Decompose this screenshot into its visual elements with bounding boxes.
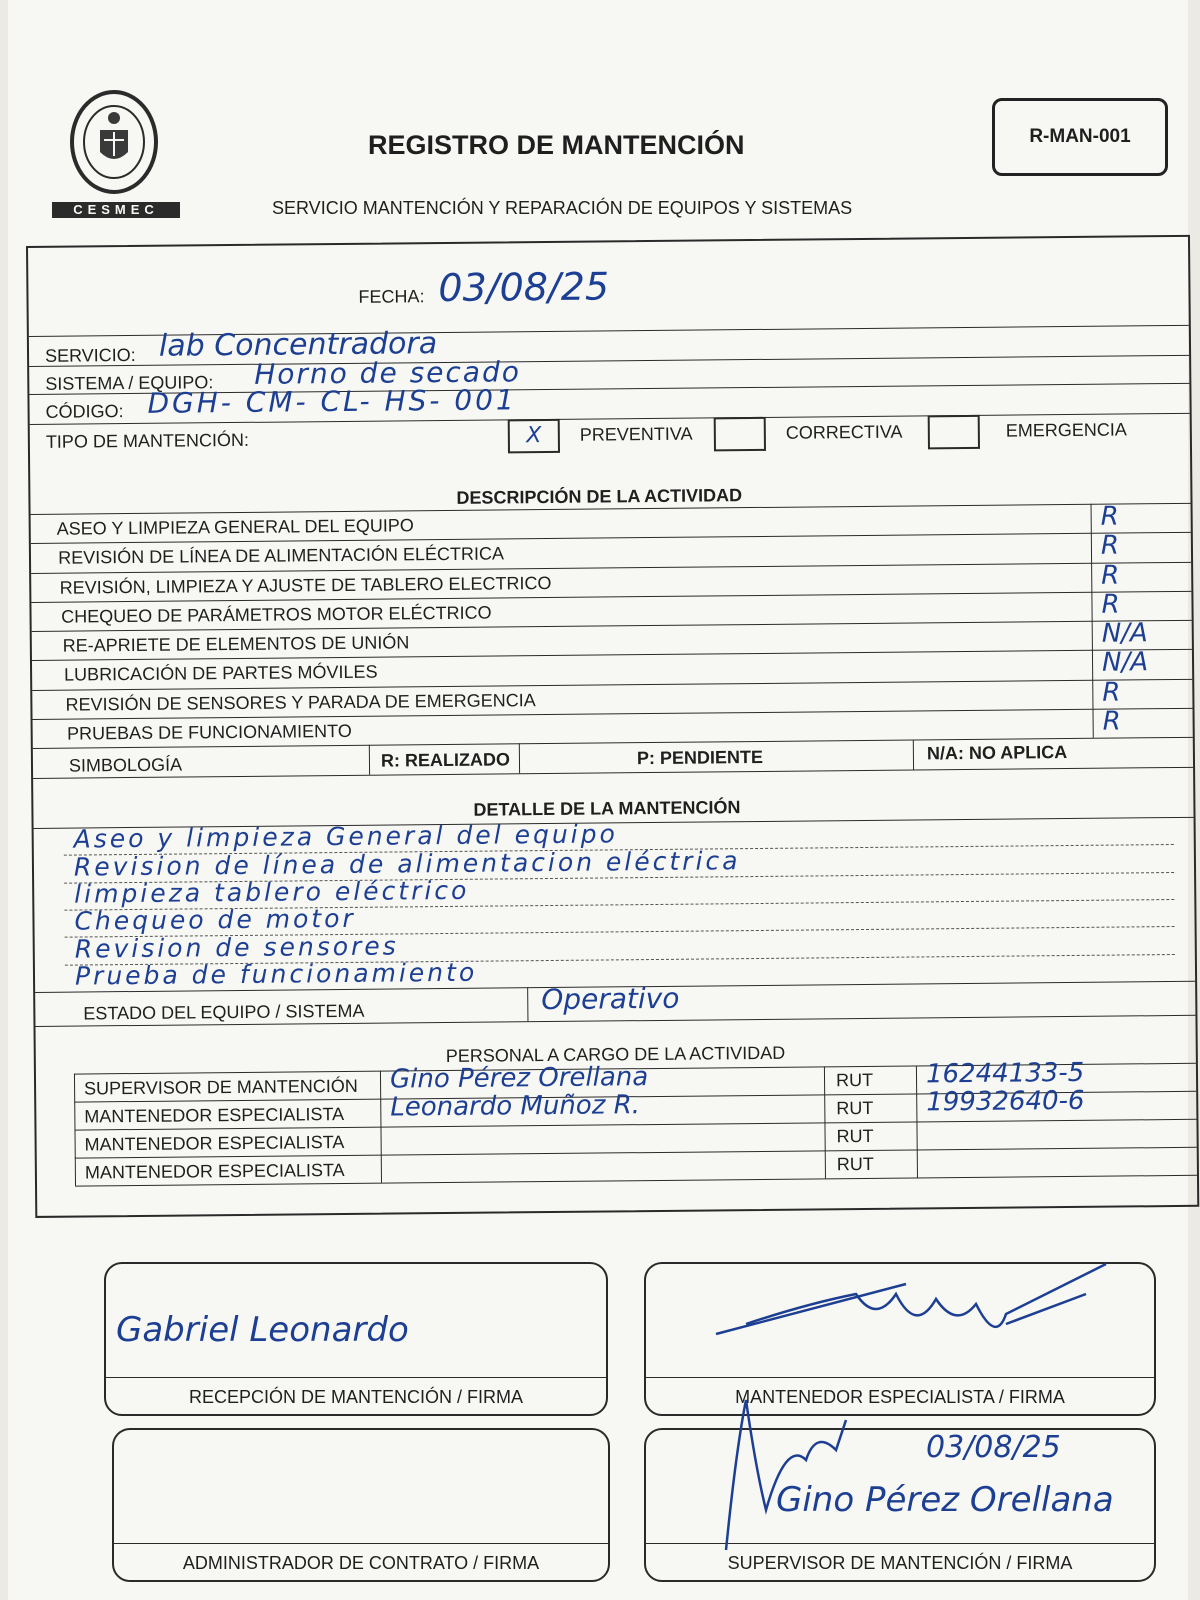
fecha-value[interactable]: 03/08/25	[438, 264, 610, 311]
sistema-label: SISTEMA / EQUIPO:	[45, 372, 214, 394]
emergencia-label: EMERGENCIA	[1005, 419, 1127, 441]
simbologia-label: SIMBOLOGÍA	[68, 754, 183, 776]
activity-status[interactable]: N/A	[1101, 647, 1149, 678]
estado-label: ESTADO DEL EQUIPO / SISTEMA	[83, 1000, 365, 1024]
activity-status[interactable]: R	[1102, 677, 1121, 708]
supervisor-caption: SUPERVISOR DE MANTENCIÓN / FIRMA	[727, 1553, 1073, 1573]
personnel-name[interactable]: Gino Pérez Orellana	[389, 1062, 649, 1095]
activity-status[interactable]: R	[1101, 560, 1120, 591]
activity-label: PRUEBAS DE FUNCIONAMIENTO	[66, 720, 352, 744]
activity-label: REVISIÓN DE SENSORES Y PARADA DE EMERGENCIA	[65, 689, 536, 715]
simbologia-pendiente: P: PENDIENTE	[636, 746, 764, 769]
fecha-label: FECHA:	[358, 286, 425, 307]
activity-label: RE-APRIETE DE ELEMENTOS DE UNIÓN	[62, 632, 410, 656]
actividad-heading: DESCRIPCIÓN DE LA ACTIVIDAD	[456, 485, 743, 508]
supervisor-signature	[706, 1390, 866, 1560]
activity-label: LUBRICACIÓN DE PARTES MÓVILES	[64, 661, 378, 685]
personal-heading: PERSONAL A CARGO DE LA ACTIVIDAD	[445, 1042, 786, 1067]
rut-label: RUT	[835, 1069, 874, 1091]
personnel-role: MANTENEDOR ESPECIALISTA	[84, 1131, 345, 1155]
cesmec-wordmark: CESMEC	[52, 202, 180, 218]
detail-line[interactable]: Prueba de funcionamiento	[74, 957, 478, 991]
tipo-label: TIPO DE MANTENCIÓN:	[45, 429, 249, 452]
servicio-label: SERVICIO:	[44, 344, 136, 366]
rut-value[interactable]: 19932640-6	[926, 1085, 1085, 1118]
correctiva-checkbox[interactable]	[714, 417, 766, 451]
mantenedor-signature	[706, 1254, 1126, 1374]
detail-line[interactable]: Revision de línea de alimentacion eléctrica	[73, 845, 741, 882]
sistema-value[interactable]: Horno de secado	[254, 355, 522, 391]
form-sheet	[8, 0, 1188, 1600]
activity-label: REVISIÓN DE LÍNEA DE ALIMENTACIÓN ELÉCTRICA	[58, 543, 505, 568]
administrador-caption: ADMINISTRADOR DE CONTRATO / FIRMA	[182, 1553, 540, 1573]
maintenance-form	[26, 235, 1199, 1218]
servicio-value[interactable]: lab Concentradora	[158, 326, 438, 364]
recepcion-signature: Gabriel Leonardo	[116, 1310, 409, 1350]
bureau-veritas-logo	[48, 90, 188, 220]
activity-status[interactable]: R	[1100, 530, 1120, 561]
preventiva-checkbox[interactable]: X	[508, 419, 560, 453]
preventiva-label: PREVENTIVA	[579, 423, 693, 445]
simbologia-realizado: R: REALIZADO	[380, 749, 511, 771]
correctiva-label: CORRECTIVA	[785, 421, 903, 443]
estado-value[interactable]: Operativo	[541, 981, 680, 1017]
codigo-label: CÓDIGO:	[45, 401, 124, 422]
emergencia-checkbox[interactable]	[928, 415, 980, 449]
personnel-role: MANTENEDOR ESPECIALISTA	[84, 1159, 345, 1183]
page-title: REGISTRO DE MANTENCIÓN	[368, 130, 745, 160]
detail-line[interactable]: Revision de sensores	[74, 930, 399, 964]
detail-line[interactable]: Chequeo de motor	[74, 904, 356, 936]
detalle-heading: DETALLE DE LA MANTENCIÓN	[473, 797, 741, 820]
personnel-name[interactable]: Leonardo Muñoz R.	[390, 1090, 641, 1123]
detail-line[interactable]: limpieza tablero eléctrico	[74, 875, 470, 909]
personnel-role: MANTENEDOR ESPECIALISTA	[84, 1103, 345, 1127]
page-subtitle: SERVICIO MANTENCIÓN Y REPARACIÓN DE EQUIPOS Y SISTEMAS	[272, 198, 853, 218]
rut-value[interactable]: 16244133-5	[925, 1057, 1085, 1090]
simbologia-no-aplica: N/A: NO APLICA	[926, 742, 1068, 764]
personnel-role: SUPERVISOR DE MANTENCIÓN	[83, 1075, 358, 1099]
activity-label: REVISIÓN, LIMPIEZA Y AJUSTE DE TABLERO ELECTRICO	[59, 572, 552, 598]
supervisor-signature-name: Gino Pérez Orellana	[776, 1480, 1114, 1520]
codigo-value[interactable]: DGH- CM- CL- HS- 001	[147, 383, 517, 420]
activity-status[interactable]: N/A	[1101, 618, 1148, 649]
mantenedor-caption: MANTENEDOR ESPECIALISTA / FIRMA	[735, 1387, 1065, 1407]
recepcion-signature-box[interactable]	[104, 1262, 608, 1416]
activity-label: CHEQUEO DE PARÁMETROS MOTOR ELÉCTRICO	[61, 602, 492, 627]
activity-status[interactable]: R	[1100, 501, 1119, 532]
rut-label: RUT	[836, 1097, 874, 1119]
recepcion-caption: RECEPCIÓN DE MANTENCIÓN / FIRMA	[188, 1387, 524, 1407]
form-code-badge: R-MAN-001	[992, 98, 1168, 176]
administrador-signature-box[interactable]	[112, 1428, 610, 1582]
activity-label: ASEO Y LIMPIEZA GENERAL DEL EQUIPO	[56, 515, 414, 539]
detail-line[interactable]: Aseo y limpieza General del equipo	[73, 819, 618, 854]
activity-status[interactable]: R	[1102, 706, 1121, 737]
rut-label: RUT	[836, 1125, 874, 1147]
rut-label: RUT	[836, 1153, 874, 1175]
activity-status[interactable]: R	[1101, 589, 1120, 620]
supervisor-signature-box[interactable]	[644, 1428, 1156, 1582]
supervisor-date: 03/08/25	[926, 1430, 1061, 1465]
